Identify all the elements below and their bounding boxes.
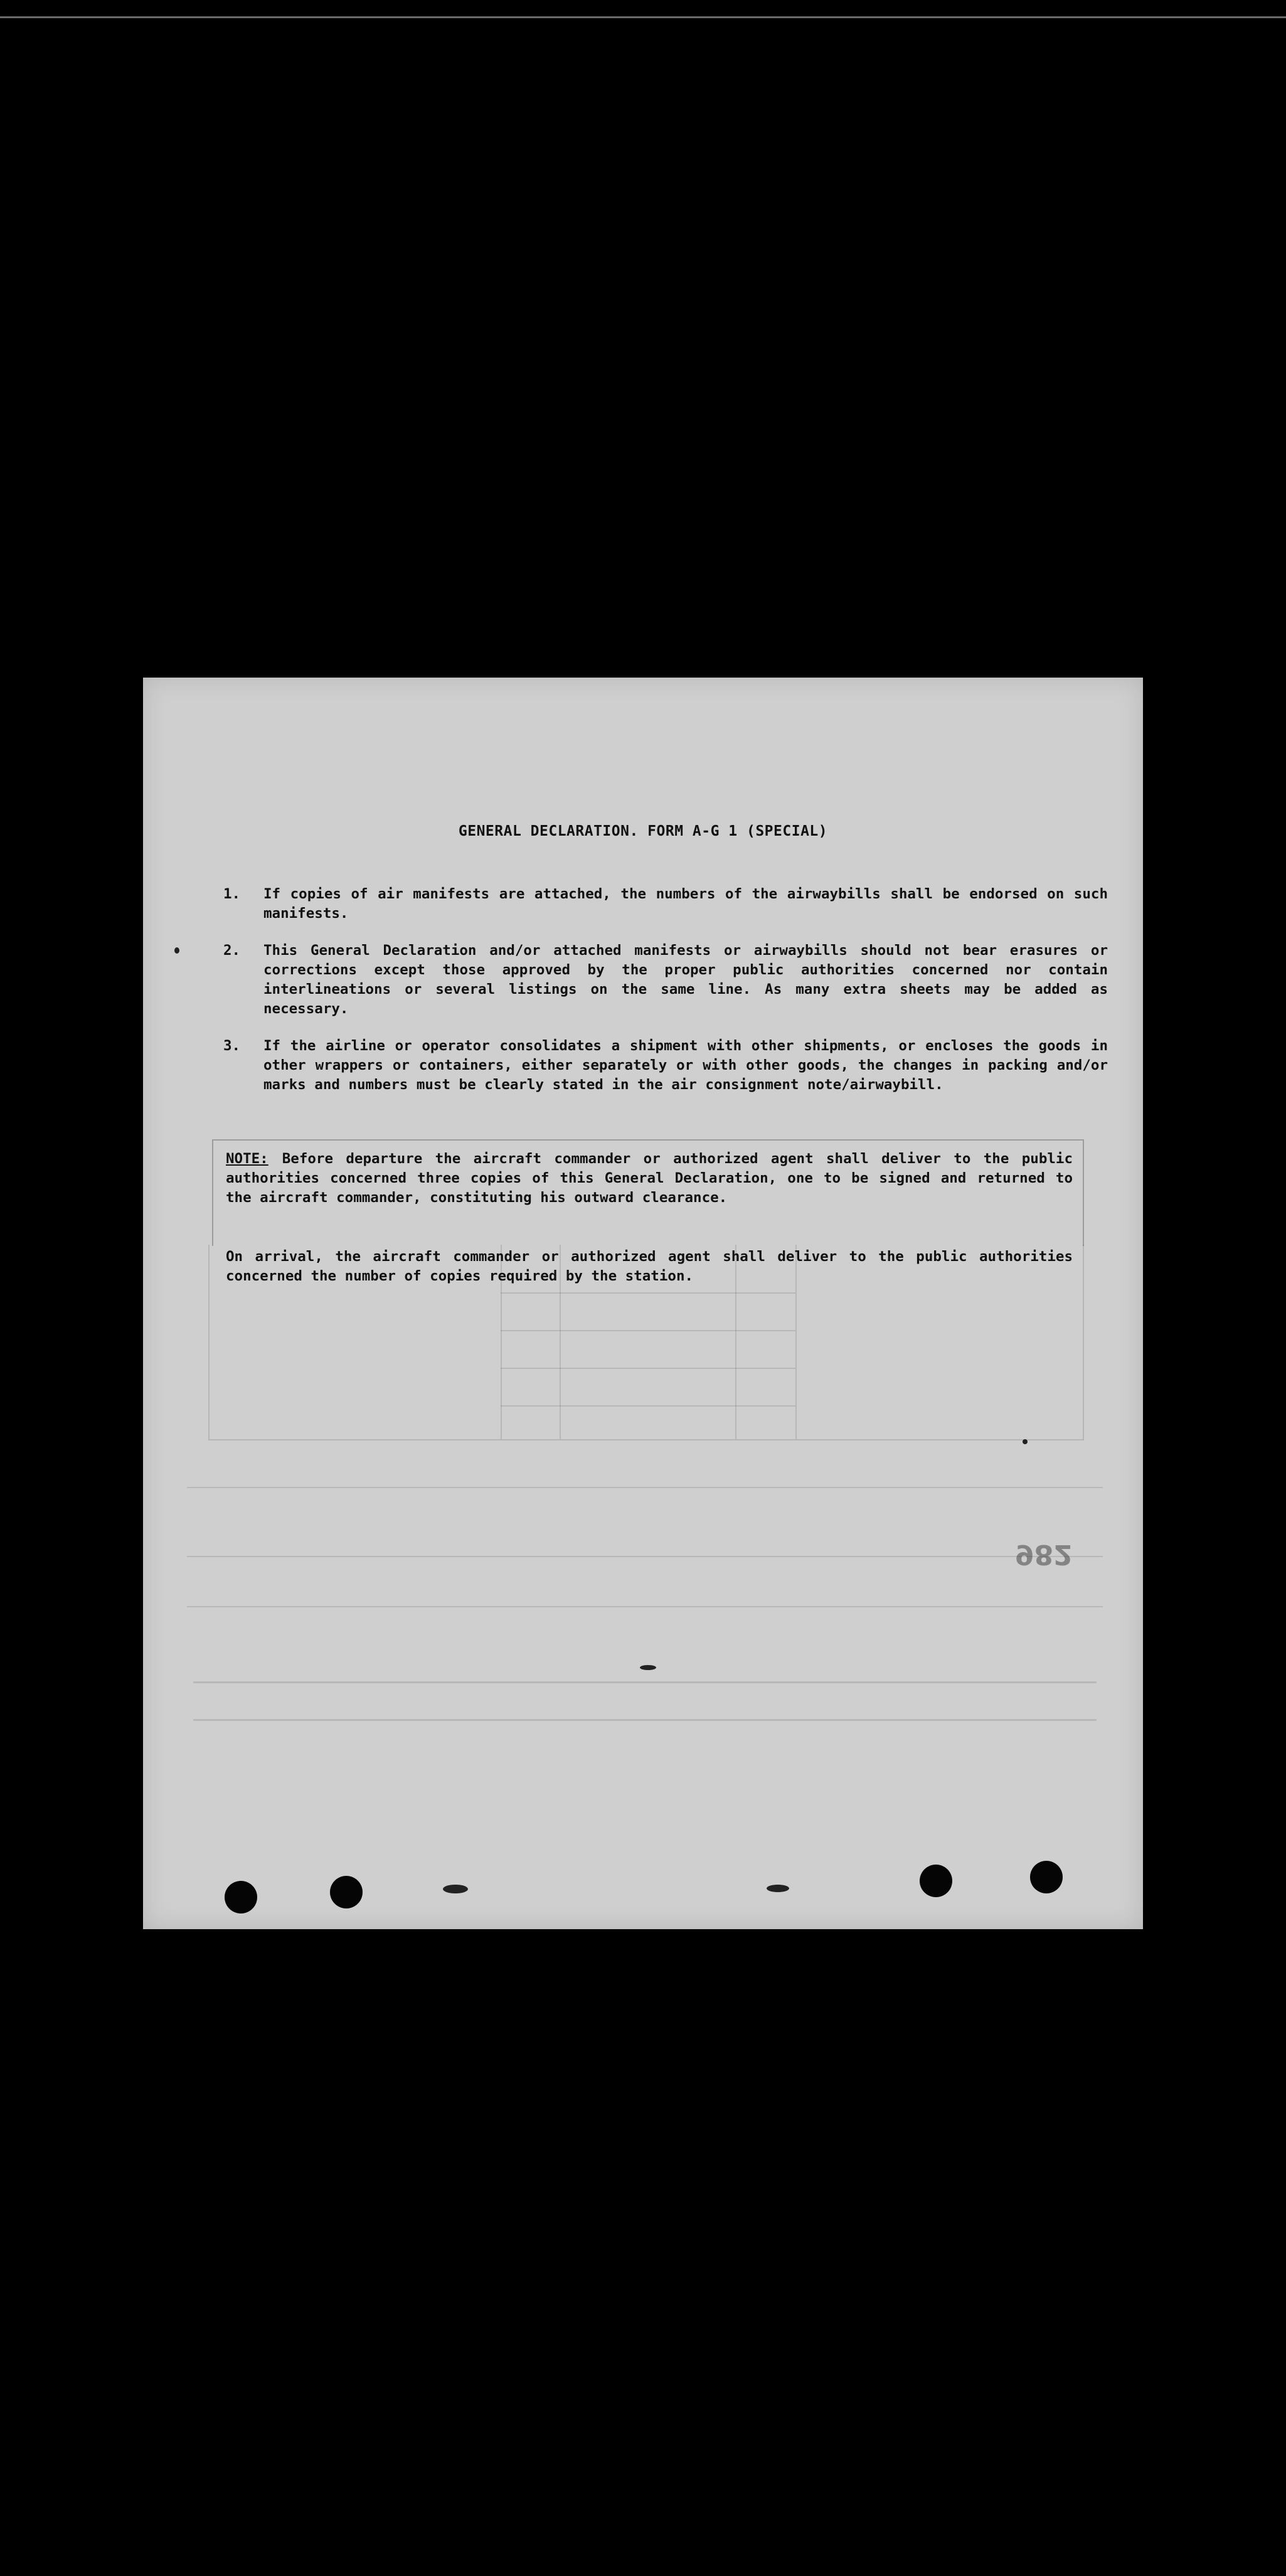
instruction-item-3	[223, 1036, 1108, 1095]
punch-hole	[1030, 1861, 1063, 1893]
punch-hole	[330, 1876, 363, 1908]
scanner-top-rule	[0, 16, 1286, 18]
border-speck	[174, 947, 179, 954]
item-number: 3.	[223, 1038, 241, 1054]
item-number: 1.	[223, 886, 241, 902]
ink-mark	[767, 1885, 789, 1892]
item-number: 2.	[223, 942, 241, 959]
note-label: NOTE:	[226, 1151, 268, 1167]
show-through-line	[193, 1719, 1097, 1721]
item-text: This General Declaration and/or attached manifests or airwaybills should not bear erasures or corrections except those approved by the proper public authorities concerned nor contain interlineations or several listings on the same line. As many extra sheets may be added as necessary.	[263, 942, 1108, 1017]
show-through-stamp: 982	[1015, 1538, 1073, 1570]
show-through-line	[187, 1487, 1103, 1488]
show-through-line	[193, 1681, 1097, 1683]
show-through-row	[501, 1292, 795, 1294]
note-text: Before departure the aircraft commander or authorized agent shall deliver to the public authorities concerned three copies of this General Declaration, one to be signed and returned to the aircraft commander, constituting his outward clearance.	[226, 1151, 1073, 1206]
show-through-line	[187, 1556, 1103, 1557]
document-page	[143, 678, 1143, 1929]
instruction-item-1	[223, 885, 1108, 923]
instruction-item-2	[223, 941, 1108, 1019]
show-through-row	[501, 1405, 795, 1407]
ink-mark	[640, 1665, 656, 1670]
note-paragraph-1	[226, 1149, 1073, 1208]
punch-hole	[225, 1881, 257, 1913]
item-text: If copies of air manifests are attached, the numbers of the airwaybills shall be endorsed on such manifests.	[263, 886, 1108, 922]
show-through-line	[187, 1606, 1103, 1607]
ink-speck	[1023, 1439, 1028, 1444]
item-text: If the airline or operator consolidates a shipment with other shipments, or encloses the goods in other wrappers or containers, either separately or with other goods, the changes in packing and/or marks and numbers must be clearly stated in the air consignment note/airwaybill.	[263, 1038, 1108, 1093]
show-through-row	[501, 1368, 795, 1369]
ink-mark	[443, 1885, 468, 1893]
declaration-title: GENERAL DECLARATION. FORM A-G 1 (SPECIAL)	[458, 823, 828, 839]
show-through-row	[501, 1330, 795, 1331]
punch-hole	[920, 1865, 952, 1897]
note-paragraph-2: On arrival, the aircraft commander or authorized agent shall deliver to the public authorities concerned the number of copies required by the station.	[226, 1248, 1073, 1284]
